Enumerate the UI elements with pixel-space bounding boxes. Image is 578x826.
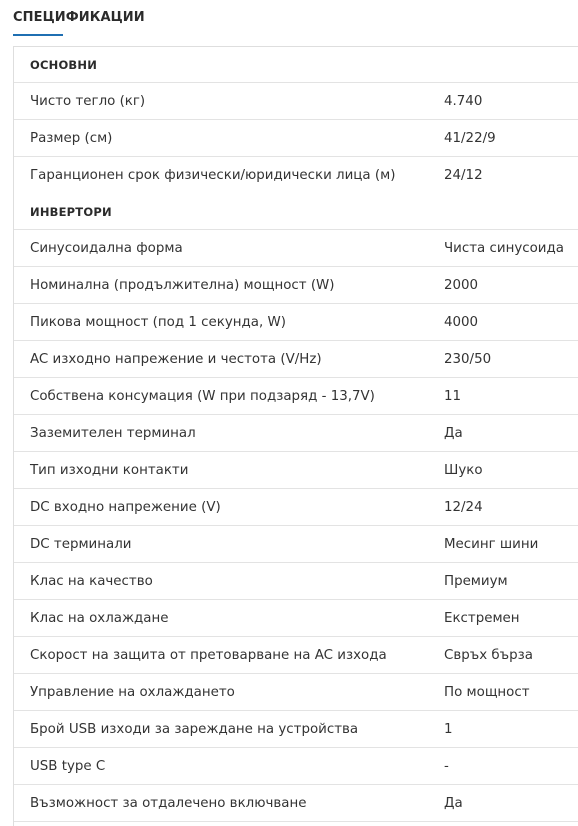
spec-label: Размер (см) (30, 131, 113, 146)
spec-value: По мощност (444, 685, 530, 700)
spec-row (14, 600, 578, 637)
spec-label: DC входно напрежение (V) (30, 500, 221, 515)
spec-row (14, 378, 578, 415)
spec-row (14, 83, 578, 120)
spec-label: Заземителен терминал (30, 426, 196, 441)
spec-row (14, 341, 578, 378)
section-title: ИНВЕРТОРИ (30, 205, 112, 219)
spec-row (14, 748, 578, 785)
spec-label: Номинална (продължителна) мощност (W) (30, 278, 335, 293)
spec-value: 230/50 (444, 352, 492, 367)
spec-label: USB type C (30, 759, 106, 774)
spec-value: Да (444, 796, 463, 811)
spec-row (14, 304, 578, 341)
spec-label: Възможност за отдалечено включване (30, 796, 307, 811)
spec-value: Да (444, 426, 463, 441)
section-title: ОСНОВНИ (30, 58, 98, 72)
spec-row (14, 785, 578, 822)
spec-row (14, 711, 578, 748)
spec-row (14, 563, 578, 600)
spec-label: DC терминали (30, 537, 132, 552)
spec-row (14, 230, 578, 267)
spec-label: Скорост на защита от претоварване на AC изхода (30, 648, 387, 663)
spec-value: Екстремен (444, 611, 520, 626)
spec-label: Тип изходни контакти (30, 463, 189, 478)
spec-label: Собствена консумация (W при подзаряд - 13,7V) (30, 389, 375, 404)
spec-value: Премиум (444, 574, 508, 589)
section-header-basic (14, 47, 578, 83)
section-header-inverters (14, 194, 578, 230)
spec-value: Свръх бърза (444, 648, 533, 663)
spec-value: Месинг шини (444, 537, 539, 552)
spec-row (14, 526, 578, 563)
spec-label: Чисто тегло (кг) (30, 94, 146, 109)
spec-label: Пикова мощност (под 1 секунда, W) (30, 315, 286, 330)
spec-value: 24/12 (444, 168, 483, 183)
spec-label: Клас на охлаждане (30, 611, 169, 626)
spec-row (14, 120, 578, 157)
spec-label: Брой USB изходи за зареждане на устройства (30, 722, 359, 737)
spec-row (14, 267, 578, 304)
spec-value: - (444, 759, 449, 774)
spec-label: AC изходно напрежение и честота (V/Hz) (30, 352, 322, 367)
spec-row (14, 452, 578, 489)
title-underline (13, 34, 63, 36)
spec-label: Клас на качество (30, 574, 153, 589)
spec-label: Управление на охлаждането (30, 685, 235, 700)
spec-value: 11 (444, 389, 462, 404)
spec-row (14, 637, 578, 674)
spec-label: Гаранционен срок физически/юридически лица (м) (30, 168, 396, 183)
spec-value: Чиста синусоида (444, 241, 564, 256)
spec-value: 41/22/9 (444, 131, 496, 146)
specifications-table (13, 46, 578, 826)
spec-value: 12/24 (444, 500, 483, 515)
spec-value: 1 (444, 722, 453, 737)
page-title: СПЕЦИФИКАЦИИ (13, 10, 145, 25)
spec-row (14, 489, 578, 526)
spec-row (14, 674, 578, 711)
specifications-header (13, 0, 573, 36)
spec-value: 4000 (444, 315, 479, 330)
spec-row (14, 415, 578, 452)
spec-value: 4.740 (444, 94, 483, 109)
spec-value: Шуко (444, 463, 483, 478)
spec-value: 2000 (444, 278, 479, 293)
spec-row (14, 157, 578, 194)
spec-label: Синусоидална форма (30, 241, 183, 256)
